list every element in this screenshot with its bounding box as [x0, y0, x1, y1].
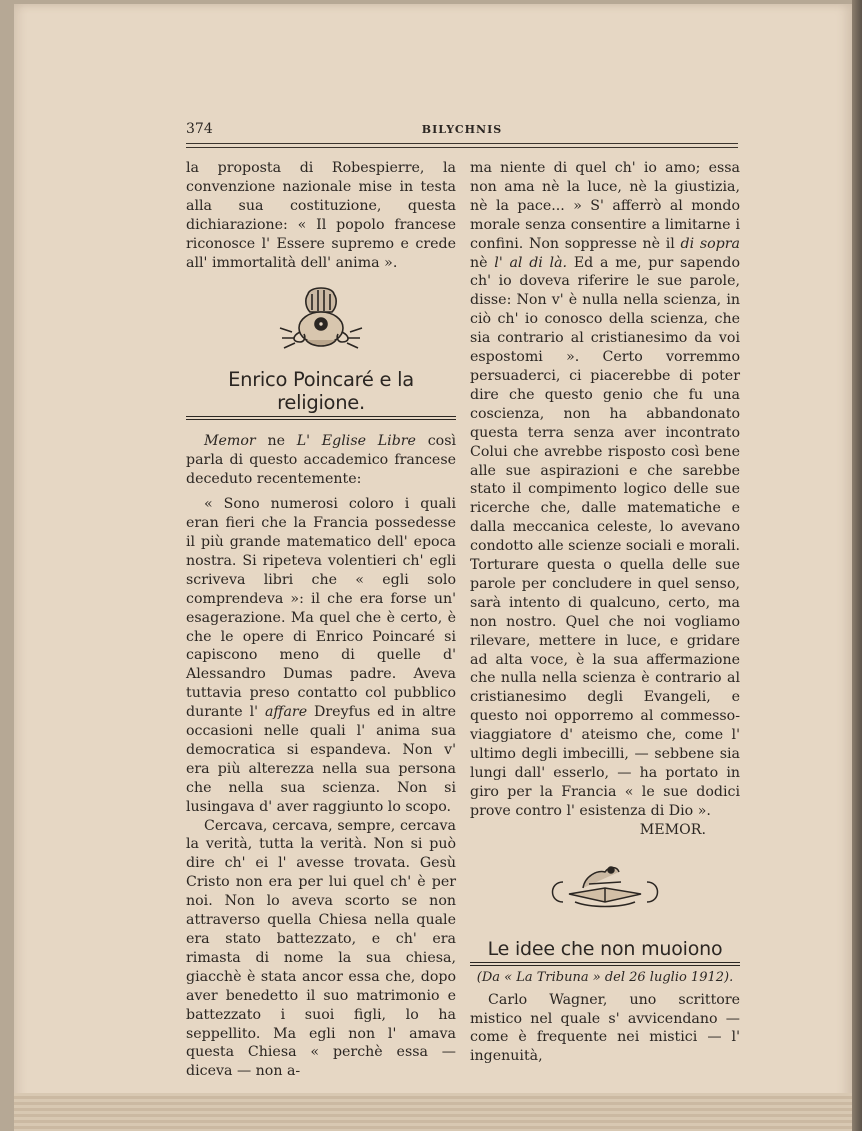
- lamp-and-book-vignette-icon: [545, 862, 665, 910]
- page-number: 374: [186, 121, 213, 137]
- article1-title-rule: [186, 419, 456, 420]
- page-header: [186, 121, 738, 143]
- article1-continuation: [470, 159, 740, 821]
- article2-source: (Da « La Tribuna » del 26 luglio 1912).: [476, 969, 734, 985]
- right-column: [470, 159, 740, 1066]
- signature: MEMOR.: [639, 821, 706, 838]
- article1-paragraph-3: Cercava, cercava, sempre, cercava la verità, tutta la verità. Non si può dire ch' ei l' avesse trovata. Gesù Cristo non era per lui quel ch' è per noi. Non lo aveva scorto se non attraverso quella Chiesa nella quale era stato battezzato, e ch' era rimasta di nome la sua chiesa, giacchè è stata ancor essa che, dopo aver benedetto il suo matrimonio e battezzato i suoi figli, lo ha seppellito. Ma egli non l' amava questa Chiesa « perchè essa — diceva — non a-: [186, 817, 456, 1080]
- article1-title: Enrico Poincaré e la religione.: [186, 368, 456, 417]
- r-p1-ne: nè: [470, 254, 488, 271]
- article1-lead: [186, 432, 456, 489]
- r-p1-italic2: l' al di là.: [494, 254, 568, 271]
- p2-italic: affare: [264, 704, 308, 721]
- left-column: [186, 159, 456, 1081]
- header-rule-thick: [186, 143, 738, 144]
- lead-rest: così parla di questo accademico francese deceduto recentemente:: [186, 433, 457, 488]
- page-stack-edge: [14, 1093, 852, 1131]
- article1-paragraph-2: [186, 495, 456, 816]
- article2-title: Le idee che non muoiono: [470, 938, 740, 963]
- article2-body: Carlo Wagner, uno scrittore mistico nel quale s' avvicendano — come è frequente nei mistici — l' ingenuità,: [470, 991, 740, 1065]
- lead-author: Memor: [204, 433, 256, 450]
- r-p1-italic1: di sopra: [680, 235, 740, 252]
- article2-title-rule: [470, 965, 740, 966]
- p2-part2: Dreyfus ed in altre occasioni nelle quali l' anima sua democratica si espandeva. Non v' era più alterezza nella sua persona che nella sua scienza. Non si lusingava d' aver raggiunto lo scopo.: [186, 704, 456, 815]
- header-rule-thin: [186, 147, 738, 148]
- book-edge: [852, 0, 862, 1131]
- lead-ne: ne: [267, 433, 285, 450]
- running-title: BILYCHNIS: [421, 123, 503, 136]
- oil-lamp-vignette-icon: [278, 284, 364, 360]
- p2-part1: « Sono numerosi coloro i quali eran fieri che la Francia possedesse il più grande matematico dell' epoca nostra. Si ripeteva volentieri ch' egli scriveva libri che « egli solo comprendeva »: il che era forse un' esagerazione. Ma quel che è certo, è che le opere di Enrico Poincaré si capiscono meno di quelle d' Alessandro Dumas padre. Aveva tuttavia preso contatto col pubblico durante l': [186, 496, 456, 721]
- r-p1-part2: Ed a me, pur sapendo ch' io doveva riferire le sue parole, disse: Non v' è nulla nella scienza, in ciò ch' io conosco della scienza, che sia contrario al cristianesimo da voi espostomi ». Certo vorremmo persuaderci, ci piacerebbe di poter dire che questo genio che fu una coscienza, non ha abbandonato questa terra senza aver incontrato Colui che avrebbe risposto così bene alle sue aspirazioni e che sarebbe stato il compimento logico delle sue ricerche che, dalle matematiche e dalla meccanica celeste, lo avevano condotto alle scienze sociali e morali. Torturare questa o quella delle sue parole per concludere in quel senso, sarà intento di qualcuno, certo, ma non nostro. Quel che noi vogliamo rilevare, mettere in luce, e gridare ad alta voce, è la sua affermazione che nulla nella scienza è contrario al cristianesimo degli Evangeli, e questo noi opporremo al commesso-viaggiatore d' ateismo che, come l' ultimo degli imbecilli, — sebbene sia lungi dall' esserlo, — ha portato in giro per la Francia « le sue dodici prove contro l' esistenza di Dio ».: [470, 254, 741, 819]
- lead-journal: L' Eglise Libre: [296, 433, 416, 450]
- intro-paragraph: la proposta di Robespierre, la convenzione nazionale mise in testa alla sua costituzione, questa dichiarazione: « Il popolo francese riconosce l' Essere supremo e crede all' immortalità dell' anima ».: [186, 160, 456, 271]
- r-p1-part1: ma niente di quel ch' io amo; essa non ama nè la luce, nè la giustizia, nè la pace... » S' afferrò al mondo morale senza consentire a limitarne i confini. Non soppresse nè il: [470, 160, 740, 252]
